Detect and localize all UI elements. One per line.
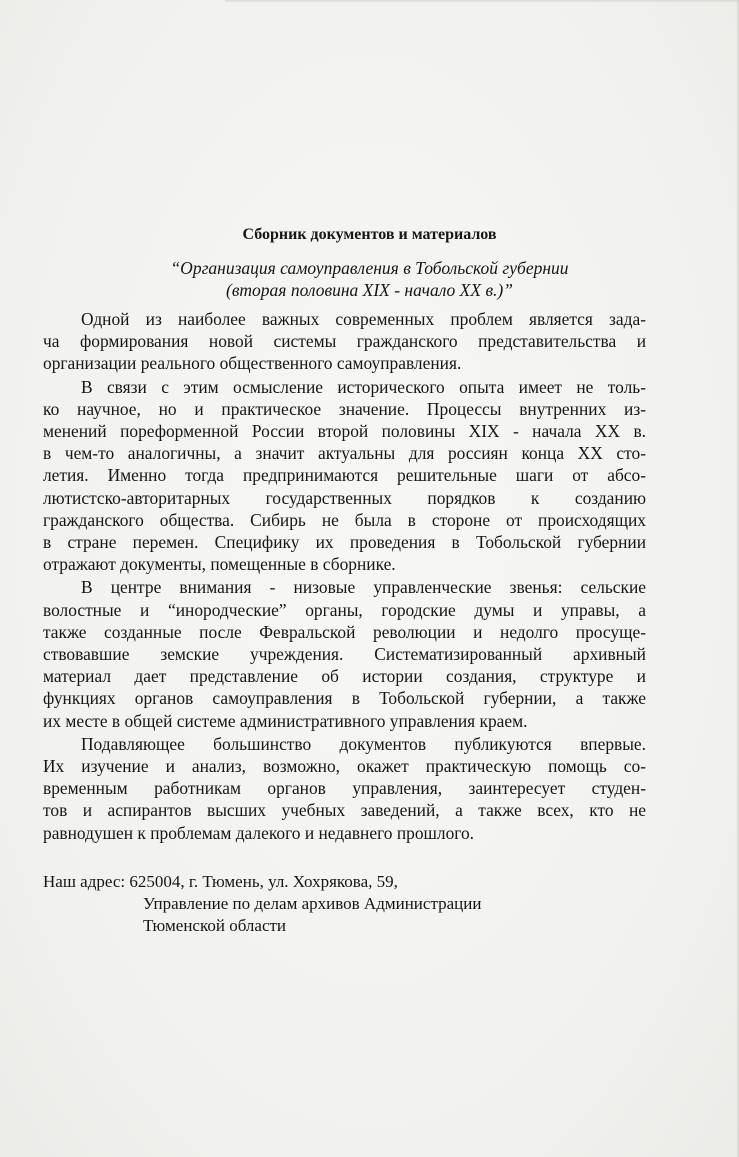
text-line: ко научное, но и практическое значение. Процессы внутренних из-: [43, 398, 646, 419]
text-line: в чем-то аналогичны, а значит актуальны для россиян конца XX сто-: [43, 443, 646, 464]
text-line: В центре внимания - низовые управленческие звенья: сельские: [81, 577, 646, 598]
address-line: Тюменской области: [143, 916, 287, 935]
text-line: временным работникам органов управления, заинтересует студен-: [43, 778, 646, 799]
text-line: лютистско-авторитарных государственных порядков к созданию: [43, 487, 646, 508]
text-line: равнодушен к проблемам далекого и недавнего прошлого.: [43, 822, 475, 843]
text-line: также созданные после Февральской революции и недолго просуще-: [43, 621, 646, 642]
text-line: гражданского общества. Сибирь не была в стороне от происходящих: [43, 509, 646, 530]
text-line: В связи с этим осмысление исторического опыта имеет не толь-: [81, 376, 646, 397]
scan-edge-top: [225, 0, 739, 3]
address-line: Наш адрес: 625004, г. Тюмень, ул. Хохрякова, 59,: [43, 872, 398, 891]
text-line: функциях органов самоуправления в Тобольской губернии, а также: [43, 688, 646, 709]
collection-title-line: “Организация самоуправления в Тобольской губернии: [170, 258, 569, 278]
paragraph: [43, 576, 646, 731]
text-line: менений пореформенной России второй половины XIX - начала XX в.: [43, 421, 646, 442]
collection-title: [0, 257, 739, 301]
text-line: организации реального общественного самоуправления.: [43, 353, 462, 374]
text-line: в стране перемен. Специфику их проведения в Тобольской губернии: [43, 532, 646, 553]
annotation-body: [43, 308, 646, 845]
address-line: Управление по делам архивов Администрации: [143, 894, 482, 913]
paragraph: [43, 733, 646, 844]
paragraph: [43, 308, 646, 375]
page-heading: Сборник документов и материалов: [242, 226, 497, 243]
text-line: ча формирования новой системы гражданского представительства и: [43, 331, 646, 352]
text-line: их месте в общей системе административного управления краем.: [43, 710, 528, 731]
paragraph: [43, 376, 646, 576]
text-line: ствовавшие земские учреждения. Систематизированный архивный: [43, 644, 646, 665]
text-line: отражают документы, помещенные в сборнике.: [43, 554, 396, 575]
text-line: Одной из наиболее важных современных проблем является зада-: [81, 309, 646, 329]
text-line: тов и аспирантов высших учебных заведений, а также всех, кто не: [43, 800, 646, 821]
collection-title-line: (вторая половина XIX - начало XX в.)”: [226, 280, 513, 300]
text-line: летия. Именно тогда предпринимаются решительные шаги от абсо-: [43, 465, 646, 486]
postal-address: [43, 871, 481, 937]
text-line: Подавляющее большинство документов публикуются впервые.: [81, 733, 646, 754]
text-line: Их изучение и анализ, возможно, окажет практическую помощь со-: [43, 756, 646, 777]
text-line: материал дает представление об истории создания, структуре и: [43, 666, 646, 687]
text-line: волостные и “инородческие” органы, городские думы и управы, а: [43, 599, 646, 620]
